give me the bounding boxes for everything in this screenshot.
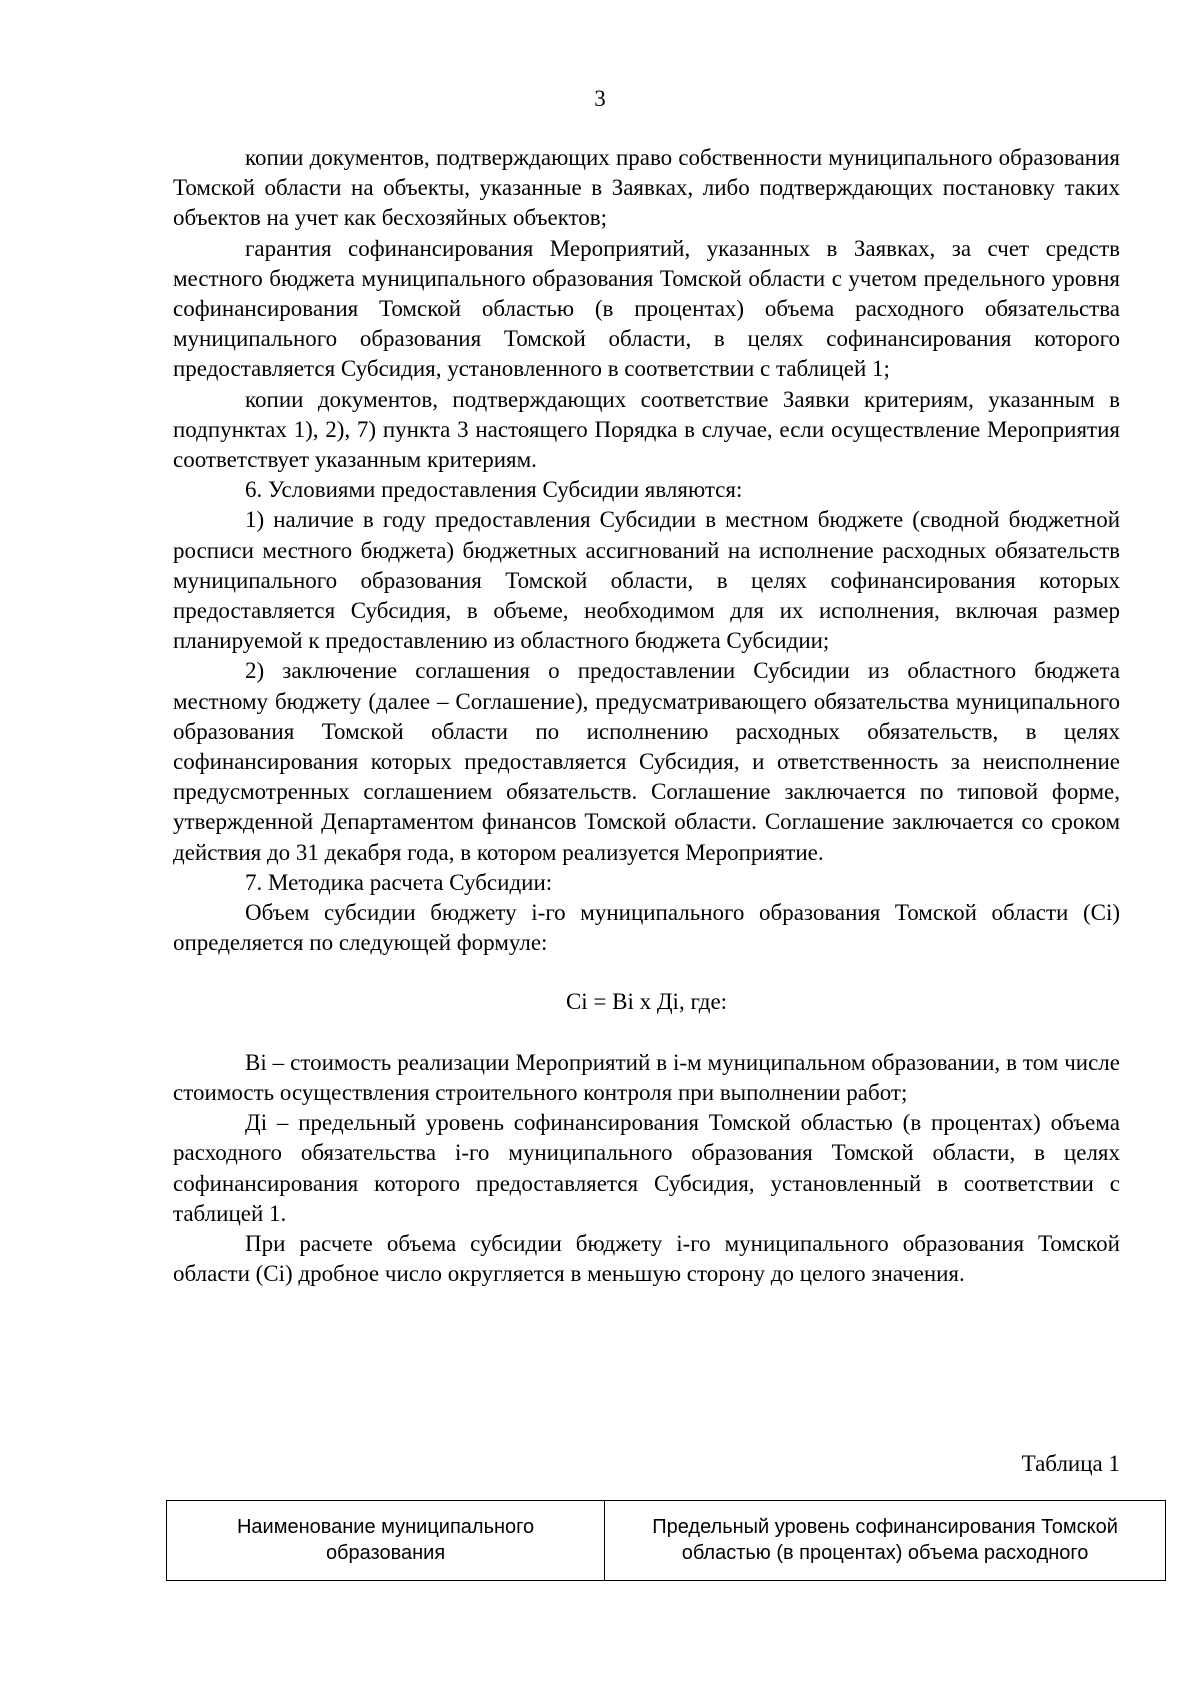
paragraph-subsidy-volume: Объем субсидии бюджету i-го муниципального образования Томской области (Ci) определяется по следующей формуле: xyxy=(173,900,1120,956)
subsidy-formula: Ci = Bi x Дi, где: xyxy=(565,989,728,1015)
table-caption: Таблица 1 xyxy=(1021,1451,1120,1476)
paragraph-condition-1: 1) наличие в году предоставления Субсидии в местном бюджете (сводной бюджетной росписи местного бюджета) бюджетных ассигнований на исполнение расходных обязательств муниципального образования Томской области, в целях софинансирования которых предоставляется Субсидия, в объеме, необходимом для их исполнения, включая размер планируемой к предоставлению из областного бюджета Субсидии; xyxy=(173,507,1120,654)
paragraph-criteria-documents: копии документов, подтверждающих соответствие Заявки критериям, указанным в подпунктах 1), 2), 7) пункта 3 настоящего Порядка в случае, если осуществление Мероприятия соответствует указанным критериям. xyxy=(173,386,1120,473)
page-number: 3 xyxy=(594,86,606,111)
document-body xyxy=(173,143,1120,1289)
paragraph-di-definition: Дi – предельный уровень софинансирования Томской областью (в процентах) объема расходного обязательства i-го муниципального образования Томской области, в целях софинансирования которого предоставляется Субсидия, установленный в соответствии с таблицей 1. xyxy=(173,1110,1120,1226)
header-cofinancing-level: Предельный уровень софинансирования Томской областью (в процентах) объема расходного xyxy=(605,1501,1166,1581)
cofinancing-table xyxy=(166,1500,1166,1581)
paragraph-section-7-heading: 7. Методика расчета Субсидии: xyxy=(245,869,553,895)
paragraph-bi-definition: Bi – стоимость реализации Мероприятий в i-м муниципальном образовании, в том числе стоимость осуществления строительного контроля при выполнении работ; xyxy=(173,1049,1120,1105)
table-header-row xyxy=(167,1501,1166,1581)
paragraph-condition-2: 2) заключение соглашения о предоставлении Субсидии из областного бюджета местному бюджету (далее – Соглашение), предусматривающего обязательства муниципального образования Томской области по исполнению расходных обязательств, в целях софинансирования которых предоставляется Субсидия, и ответственность за неисполнение предусмотренных соглашением обязательств. Соглашение заключается по типовой форме, утвержденной Департаментом финансов Томской области. Соглашение заключается со сроком действия до 31 декабря года, в котором реализуется Мероприятие. xyxy=(173,658,1120,865)
paragraph-rounding-rule: При расчете объема субсидии бюджету i-го муниципального образования Томской области (Ci) дробное число округляется в меньшую сторону до целого значения. xyxy=(173,1230,1120,1287)
paragraph-section-6-heading: 6. Условиями предоставления Субсидии являются: xyxy=(245,477,743,503)
paragraph-cofinancing-guarantee: гарантия софинансирования Мероприятий, указанных в Заявках, за счет средств местного бюджета муниципального образования Томской области с учетом предельного уровня софинансирования Томской областью (в процентах) объема расходного обязательства муниципального образования Томской области, в целях софинансирования которого предоставляется Субсидия, установленного в соответствии с таблицей 1; xyxy=(173,235,1120,382)
header-municipality-name: Наименование муниципального образования xyxy=(167,1501,605,1581)
table-1 xyxy=(166,1500,1166,1581)
paragraph-property-documents: копии документов, подтверждающих право собственности муниципального образования Томской области на объекты, указанные в Заявках, либо подтверждающих постановку таких объектов на учет как бесхозяйных объектов; xyxy=(173,145,1120,231)
